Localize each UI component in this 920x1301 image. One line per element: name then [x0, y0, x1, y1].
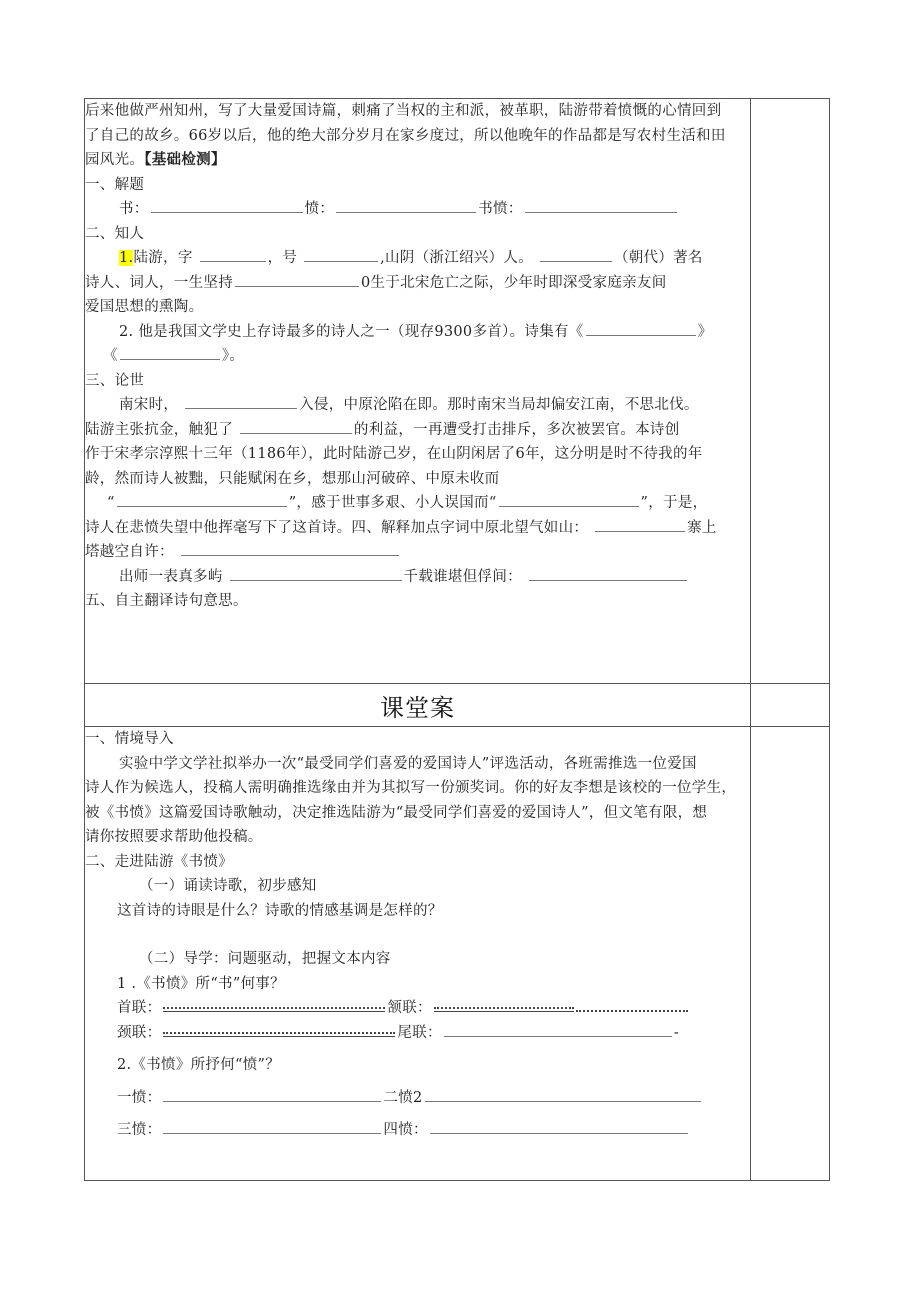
intro-line: 园风光。【基础检测】 — [85, 151, 226, 168]
answer-blank[interactable] — [336, 197, 476, 213]
subheading-guide: （二）导学：问题驱动，把握文本内容 — [139, 951, 391, 967]
answer-blank[interactable] — [430, 1118, 688, 1134]
jieti-row: 书： 愤： 书愤： — [85, 197, 750, 222]
lunshi-line: 陆游主张抗金，触犯了 的利益，一再遭受打击排斥，多次被罢官。本诗创 — [85, 418, 750, 443]
side-column — [751, 684, 830, 727]
heading-situation: 一、情境导入 — [85, 731, 174, 747]
zhiren-item2: 2. 他是我国文学史上存诗最多的诗人之一（现存9300多首）。诗集有《 》 — [85, 320, 750, 345]
heading-lunshi: 三、论世 — [85, 372, 145, 389]
heading-jieti: 一、解题 — [85, 176, 145, 193]
class-title-cell — [85, 684, 751, 727]
answer-blank[interactable] — [163, 996, 385, 1012]
lunshi-line: 作于宋孝宗淳熙十三年（1186年），此时陆游己岁，在山阴闲居了6年，这分明是时不待我的年 — [85, 446, 703, 462]
lunshi-line: 塔越空自许： — [85, 540, 750, 565]
classroom-section — [85, 727, 751, 1181]
worksheet-page — [84, 98, 828, 1181]
answer-blank[interactable] — [163, 1021, 395, 1037]
fen-row-2: 三愤： 四愤： — [85, 1118, 750, 1143]
answer-blank[interactable] — [304, 246, 378, 262]
situation-line: 被《书愤》这篇爱国诗歌触动，决定推选陆游为“最受同学们喜爱的爱国诗人”，但文笔有限，想 — [85, 804, 708, 821]
answer-blank[interactable] — [240, 418, 352, 434]
heading-translate: 五、自主翻译诗句意思。 — [85, 593, 248, 609]
answer-blank[interactable] — [235, 271, 359, 287]
zhiren-item1-line2: 诗人、词人，一生坚持 0生于北宋危亡之际，少年时即深受家庭亲友间 — [85, 271, 750, 296]
answer-blank[interactable] — [529, 565, 687, 581]
couplet-row-2: 颈联： 尾联： - — [85, 1021, 750, 1046]
question-1: 1 .《书愤》所“书”何事？ — [117, 975, 285, 992]
answer-blank[interactable] — [230, 565, 402, 581]
answer-blank[interactable] — [181, 540, 399, 556]
lunshi-line: 龄，然而诗人被黜，只能赋闲在乡，想那山河破碎、中原未收而 — [85, 470, 500, 487]
answer-blank[interactable] — [120, 344, 220, 360]
couplet-row-1: 首联： 颔联： — [85, 996, 750, 1021]
answer-blank[interactable] — [586, 320, 696, 336]
side-column — [751, 99, 830, 684]
lunshi-line: 出师一表真多屿 千载谁堪但俘间： — [85, 565, 750, 590]
heading-zhiren: 二、知人 — [85, 225, 145, 242]
answer-blank[interactable] — [499, 491, 639, 507]
zhiren-item1: 1.陆游，字 ，号 ,山阴（浙江绍兴）人。 （朝代）著名 — [85, 246, 750, 271]
answer-blank[interactable] — [151, 197, 303, 213]
intro-line: 后来他做严州知州，写了大量爱国诗篇，刺痛了当权的主和派，被革职，陆游带着愤慨的心情回到 — [85, 103, 722, 119]
answer-blank[interactable] — [185, 393, 297, 409]
lunshi-line: 诗人在悲愤失望中他挥毫写下了这首诗。四、解释加点字词中原北望气如山： 寨上 — [85, 516, 750, 541]
answer-blank[interactable] — [163, 1086, 381, 1102]
worksheet-table — [84, 98, 830, 1181]
answer-dots[interactable] — [576, 997, 688, 1012]
answer-blank[interactable] — [117, 491, 287, 507]
preview-section — [85, 99, 751, 684]
answer-blank[interactable] — [525, 197, 677, 213]
answer-blank[interactable] — [540, 246, 612, 262]
answer-blank[interactable] — [163, 1118, 381, 1134]
situation-line: 诗人作为候选人，投稿人需明确推选缘由并为其拟写一份颁奖词。你的好友李想是该校的一位学生， — [85, 780, 737, 796]
heading-approach: 二、走进陆游《书愤》 — [85, 853, 233, 870]
subheading-read: （一）诵读诗歌，初步感知 — [139, 878, 317, 894]
class-title: 课堂案 — [380, 693, 455, 722]
item-number-highlighted: 1. — [119, 250, 134, 266]
question-2: 2.《书愤》所抒何“愤”？ — [117, 1057, 281, 1073]
lunshi-line: “ ”，感于世事多艰、小人误国而“ ”，于是， — [85, 491, 750, 516]
answer-blank[interactable] — [425, 1086, 701, 1102]
question-poem-eye: 这首诗的诗眼是什么？诗歌的情感基调是怎样的？ — [117, 902, 443, 919]
fen-row-1: 一愤： 二愤2 — [85, 1086, 750, 1111]
answer-blank[interactable] — [200, 246, 266, 262]
situation-line: 请你按照要求帮助他投稿。 — [85, 829, 263, 845]
answer-blank[interactable] — [434, 996, 574, 1012]
section-tag: 【基础检测】 — [144, 151, 226, 168]
zhiren-item2-line2: 《 》。 — [85, 344, 750, 369]
lunshi-line: 南宋时， 入侵，中原沦陷在即。那时南宋当局却偏安江南，不思北伐。 — [85, 393, 750, 418]
side-column — [751, 727, 830, 1181]
situation-line: 实验中学文学社拟举办一次“最受同学们喜爱的爱国诗人”评选活动，各班需推选一位爱国 — [119, 755, 697, 772]
answer-blank[interactable] — [444, 1021, 672, 1037]
zhiren-item1-line3: 爱国思想的熏陶。 — [85, 299, 204, 315]
answer-blank[interactable] — [595, 516, 685, 532]
intro-line: 了自己的故乡。66岁以后，他的绝大部分岁月在家乡度过，所以他晚年的作品都是写农村生活和田 — [85, 127, 726, 144]
